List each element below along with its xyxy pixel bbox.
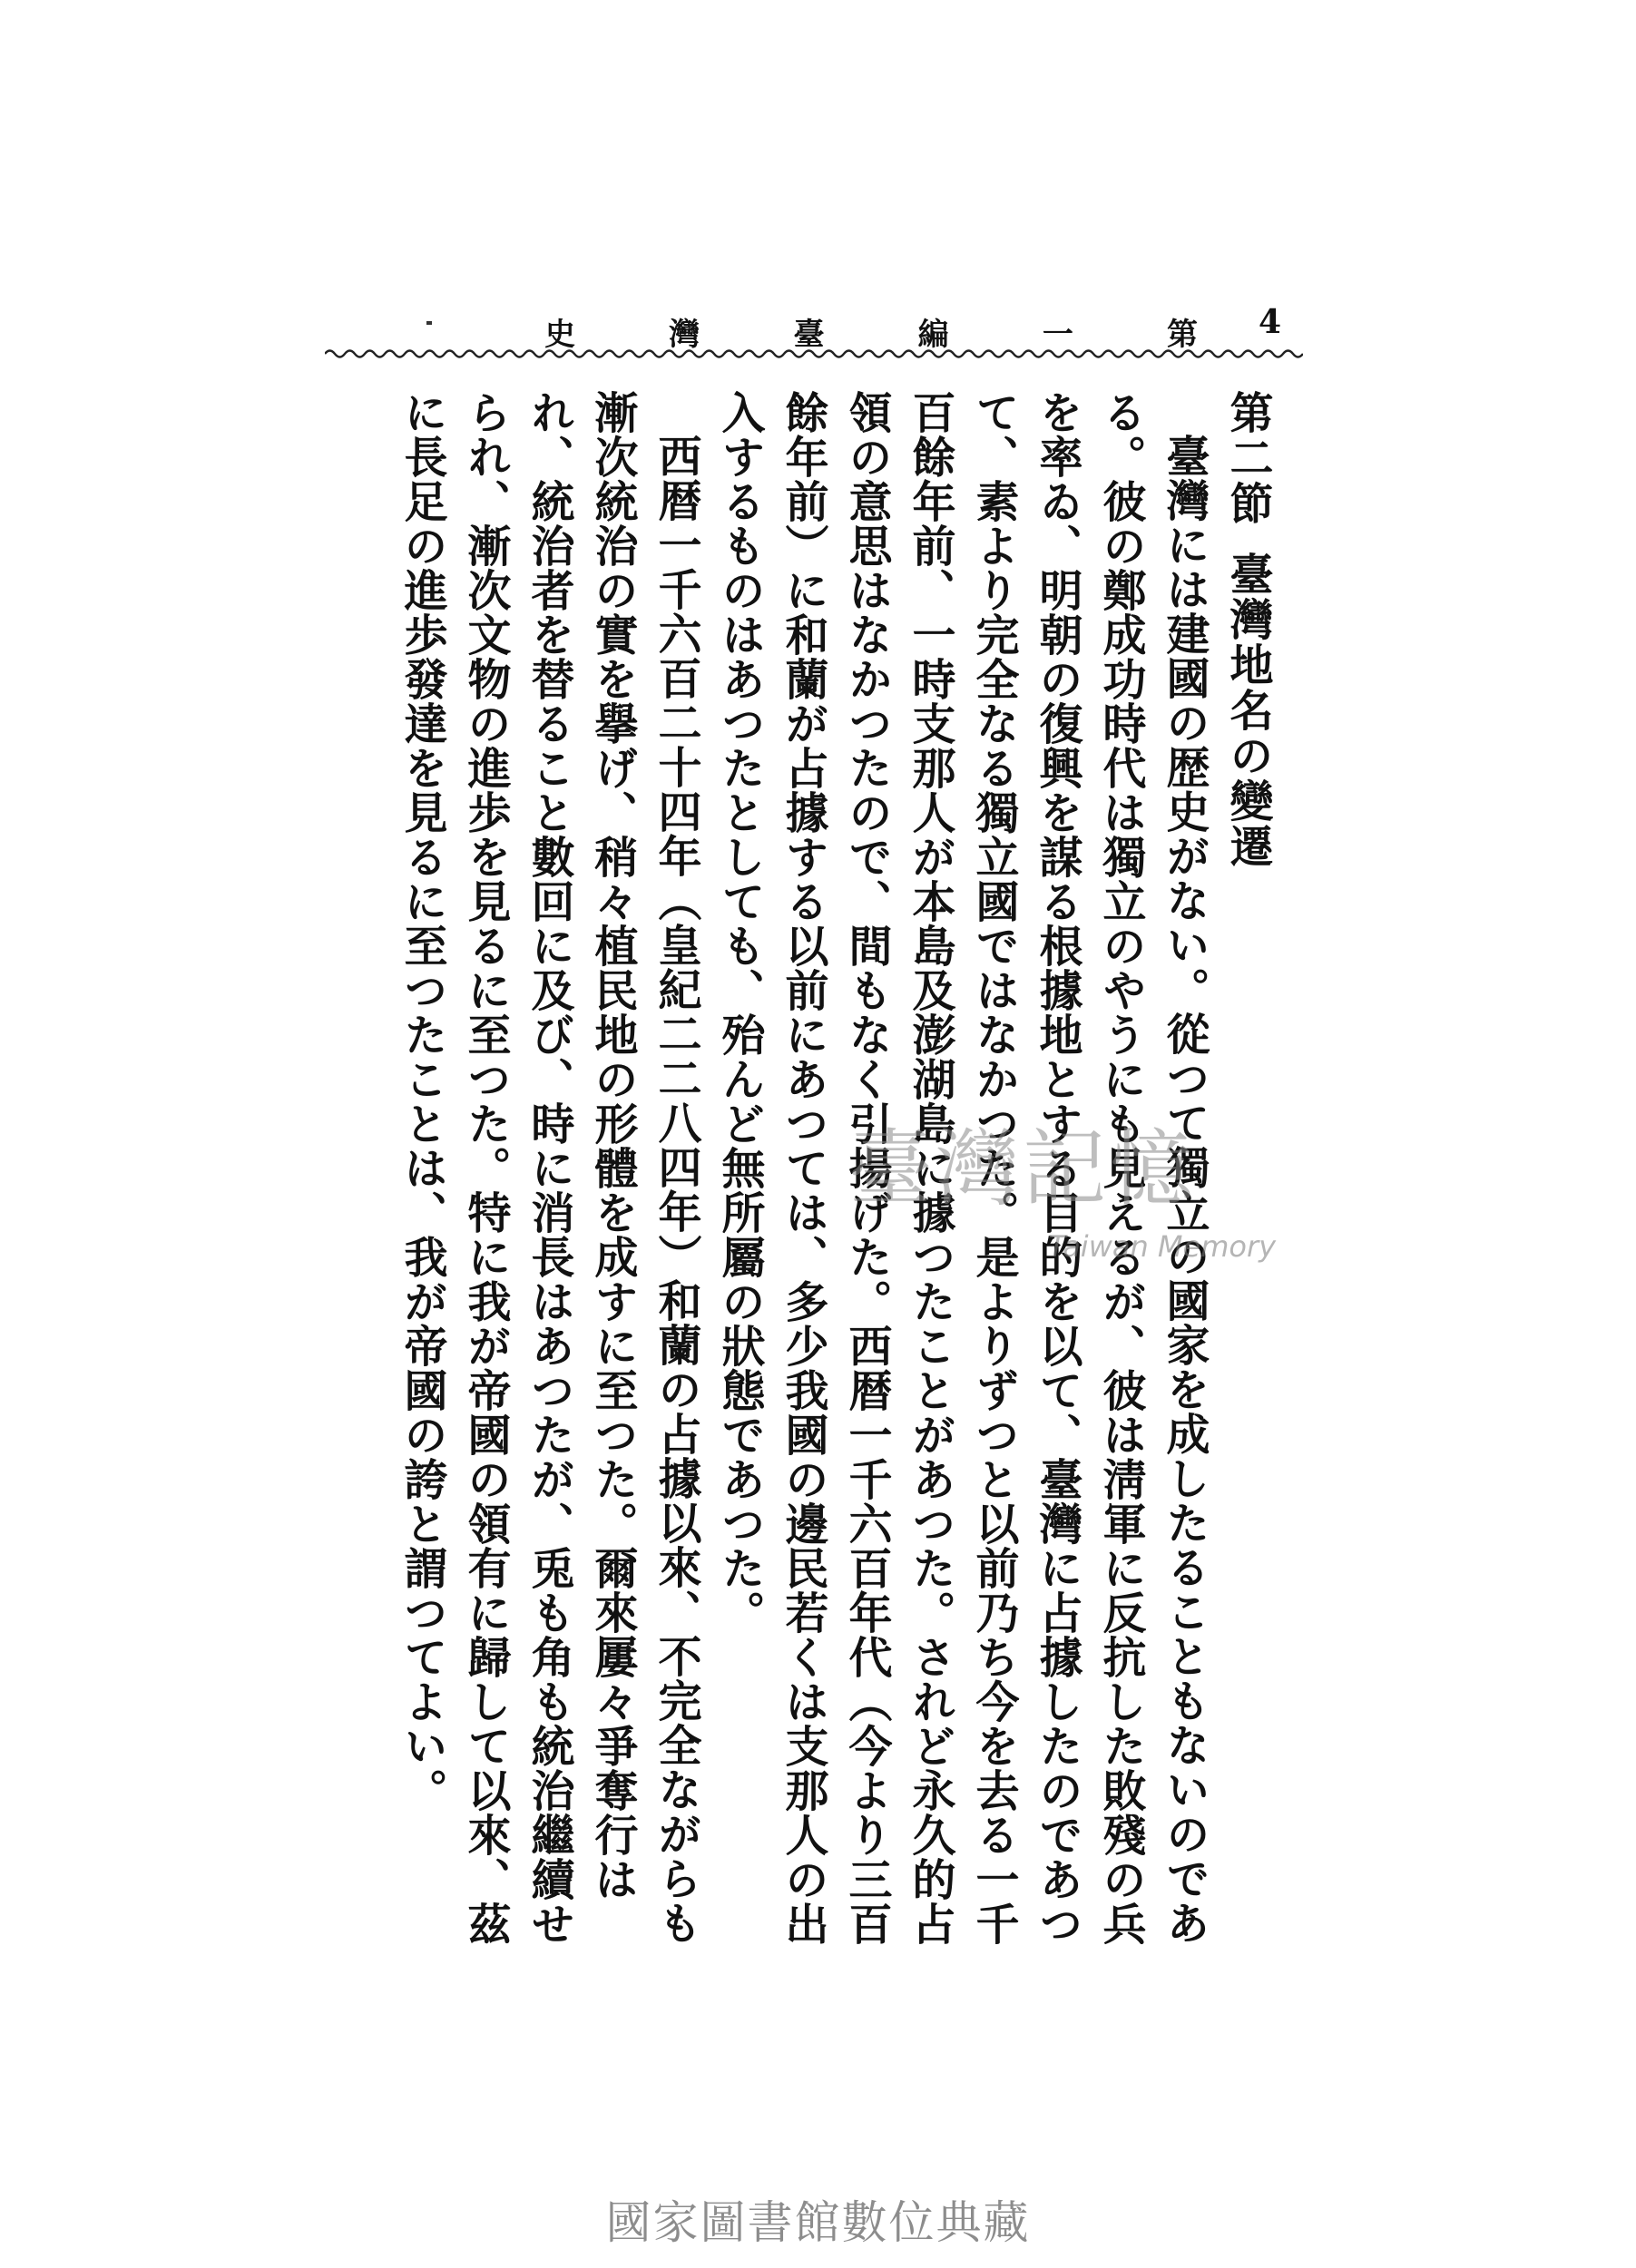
paragraph: 臺灣には建國の歴史がない。從つて獨立の國家を成したることもないのである。彼の鄭成功時代は獨立のやうにも見えるが、彼は淸軍に反抗した敗殘の兵を率ゐ、明朝の復興を謀る根據地とする目的を以て、臺灣に占據したのであつて、素より完全なる獨立國ではなかつた。是よりずつと以前乃ち今を去る一千百餘年前、一時支那人が本島及澎湖島に據つたことがあつた。されど永久的占領の意思はなかつたので、間もなく引揚げた。西暦一千六百年代（今より三百餘年前）に和蘭が占據する以前にあつては、多少我國の邊民若くは支那人の出入するものはあつたとしても、殆んど無所屬の狀態であつた。 [714,390,1210,1946]
paragraph: 西暦一千六百二十四年（皇紀二二八四年）和蘭の占據以來、不完全ながらも漸次統治の實を擧げ、稍々植民地の形體を成すに至つた。爾來屢々爭奪行はれ、統治者を替ること數回に及び、時に消長はあつたが、兎も角も統治繼續せられ、漸次文物の進歩を見るに至つた。特に我が帝國の領有に歸して以來、茲に長足の進歩發達を見るに至つたことは、我が帝國の誇と謂つてよい。 [397,390,701,1946]
watermark [848,1102,1284,1302]
page-number: 4 [1259,303,1282,341]
footer-credit: 國家圖書館數位典藏 [605,2196,1031,2249]
running-title-char: 臺 [793,316,825,353]
watermark-title: 臺灣記憶 [848,1120,1198,1217]
running-title-char: 灣 [669,316,700,353]
wavy-rule-line [325,351,1303,357]
section-title: 臺灣地名の變遷 [1222,552,1273,869]
wavy-rule [325,347,1303,361]
section-number: 第二節 [1222,390,1273,526]
running-title-char: 史 [544,316,576,353]
running-title-char: 編 [917,316,949,353]
header-mark [426,321,432,325]
watermark-subtitle: Taiwan Memory [1048,1229,1277,1264]
running-title-char: 一 [1042,316,1073,353]
running-title-char: 第 [1167,316,1198,353]
